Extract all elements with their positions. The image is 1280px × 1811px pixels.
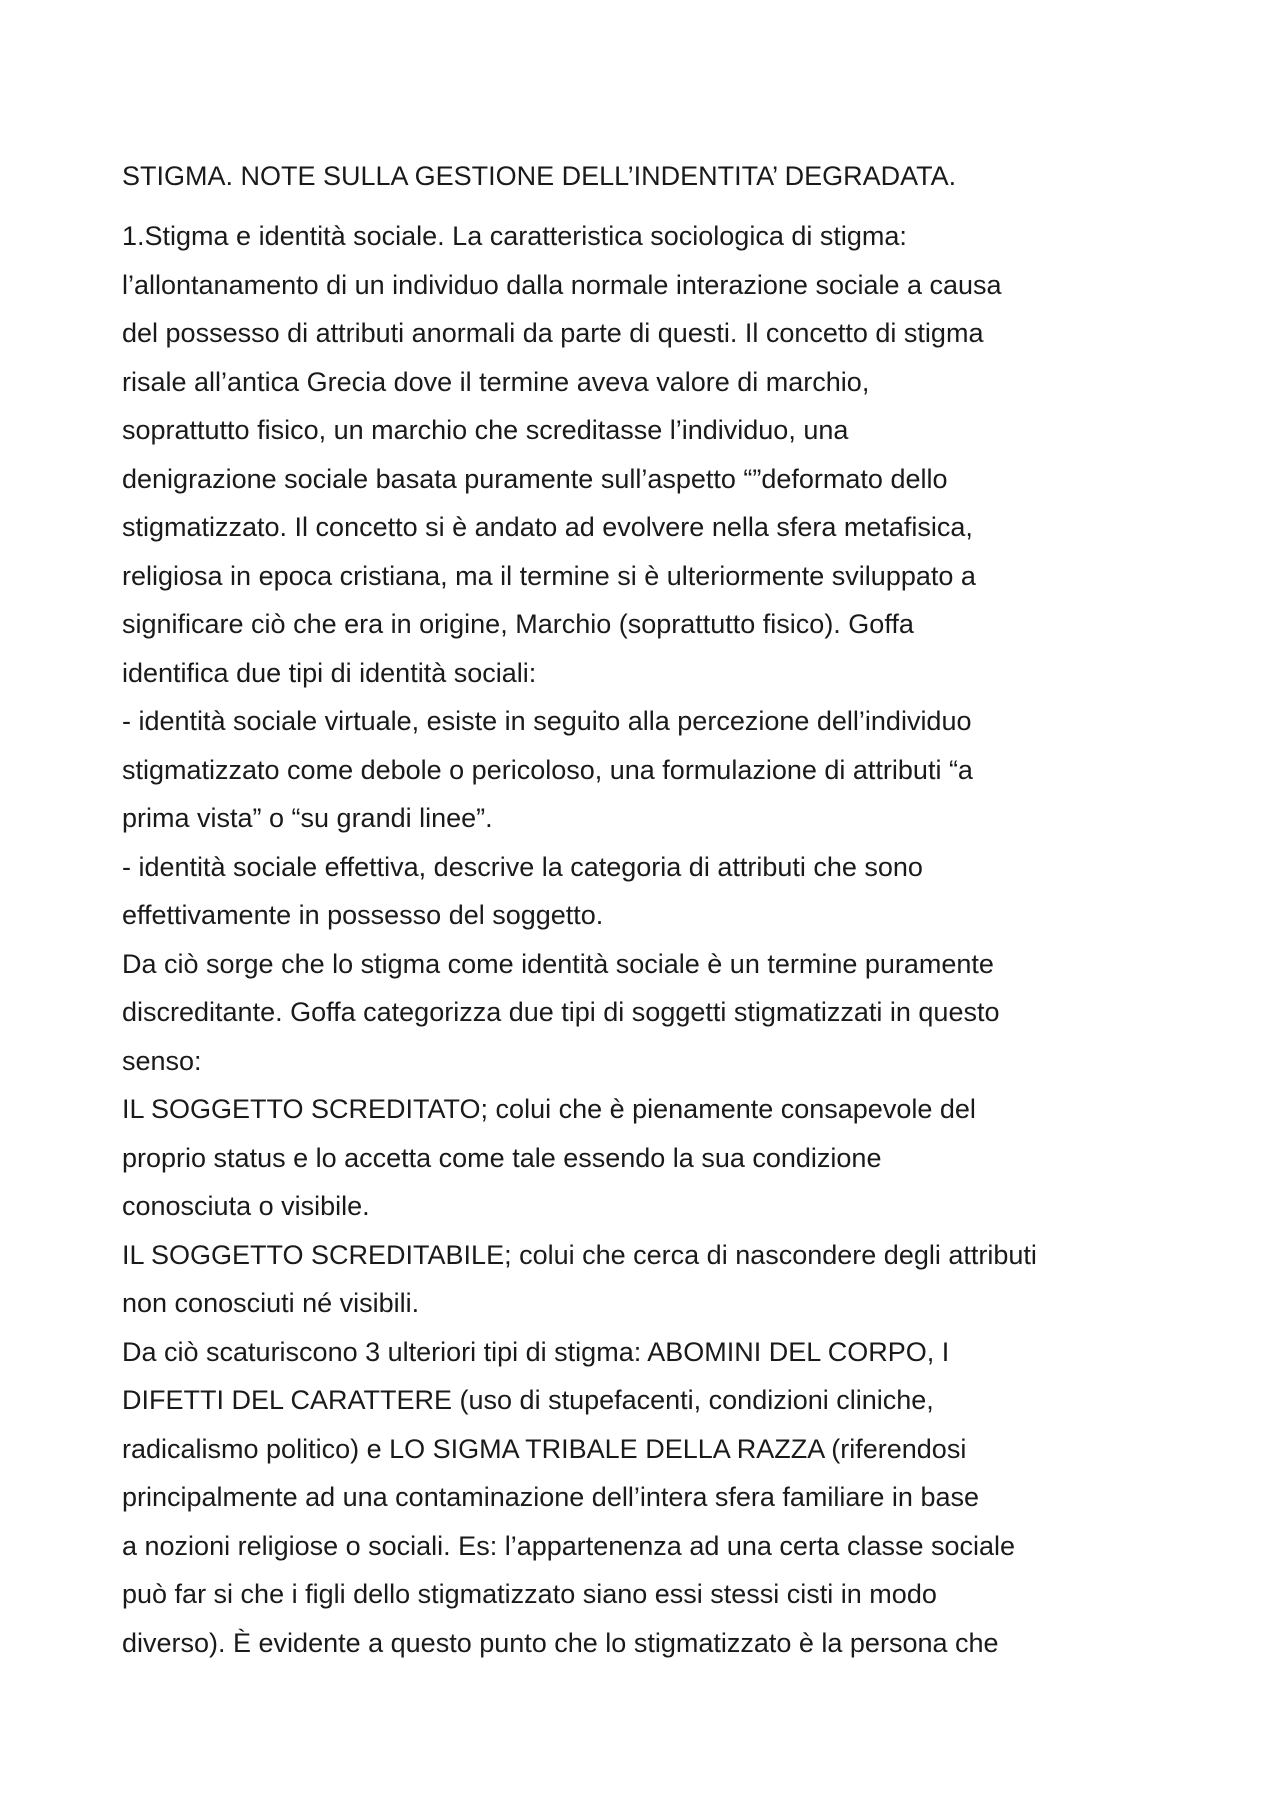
- text-line: DIFETTI DEL CARATTERE (uso di stupefacenti, condizioni cliniche,: [122, 1385, 934, 1415]
- text-line: significare ciò che era in origine, Marchio (soprattutto fisico). Goffa: [122, 609, 914, 639]
- text-line: non conosciuti né visibili.: [122, 1288, 420, 1318]
- text-line: conosciuta o visibile.: [122, 1191, 370, 1221]
- text-line: stigmatizzato. Il concetto si è andato ad evolvere nella sfera metafisica,: [122, 512, 973, 542]
- text-line: Da ciò scaturiscono 3 ulteriori tipi di stigma: ABOMINI DEL CORPO, I: [122, 1336, 950, 1367]
- document-body: [122, 212, 1182, 1667]
- text-line: risale all’antica Grecia dove il termine aveva valore di marchio,: [122, 366, 870, 397]
- text-line: prima vista” o “su grandi linee”.: [122, 803, 493, 833]
- text-line: Da ciò sorge che lo stigma come identità sociale è un termine puramente: [122, 948, 994, 979]
- text-line: stigmatizzato come debole o pericoloso, una formulazione di attributi “a: [122, 754, 973, 785]
- text-line: a nozioni religiose o sociali. Es: l’appartenenza ad una certa classe sociale: [122, 1530, 1016, 1561]
- text-line: proprio status e lo accetta come tale essendo la sua condizione: [122, 1142, 882, 1173]
- text-line: denigrazione sociale basata puramente sull’aspetto “”deformato dello: [122, 463, 948, 494]
- text-line: discreditante. Goffa categorizza due tipi di soggetti stigmatizzati in questo: [122, 997, 1000, 1027]
- text-line: effettivamente in possesso del soggetto.: [122, 900, 604, 930]
- document-content: [122, 158, 1182, 1667]
- text-line: religiosa in epoca cristiana, ma il termine si è ulteriormente sviluppato a: [122, 560, 976, 591]
- text-line: diverso). È evidente a questo punto che lo stigmatizzato è la persona che: [122, 1627, 999, 1658]
- text-line: identifica due tipi di identità sociali:: [122, 657, 537, 688]
- text-line: senso:: [122, 1045, 202, 1076]
- text-line: principalmente ad una contaminazione dell’intera sfera familiare in base: [122, 1482, 979, 1512]
- document-title: STIGMA. NOTE SULLA GESTIONE DELL’INDENTITA’ DEGRADATA.: [122, 161, 957, 191]
- text-line: può far si che i figli dello stigmatizzato siano essi stessi cisti in modo: [122, 1579, 937, 1609]
- text-line: l’allontanamento di un individuo dalla normale interazione sociale a causa: [122, 269, 1002, 300]
- text-line: - identità sociale virtuale, esiste in seguito alla percezione dell’individuo: [122, 706, 972, 736]
- text-line: IL SOGGETTO SCREDITATO; colui che è pienamente consapevole del: [122, 1094, 976, 1124]
- text-line: 1.Stigma e identità sociale. La caratteristica sociologica di stigma:: [122, 221, 907, 251]
- text-line: del possesso di attributi anormali da parte di questi. Il concetto di stigma: [122, 318, 984, 348]
- text-line: radicalismo politico) e LO SIGMA TRIBALE DELLA RAZZA (riferendosi: [122, 1433, 967, 1464]
- text-line: - identità sociale effettiva, descrive la categoria di attributi che sono: [122, 851, 923, 882]
- text-line: soprattutto fisico, un marchio che screditasse l’individuo, una: [122, 415, 849, 445]
- text-line: IL SOGGETTO SCREDITABILE; colui che cerca di nascondere degli attributi: [122, 1239, 1037, 1270]
